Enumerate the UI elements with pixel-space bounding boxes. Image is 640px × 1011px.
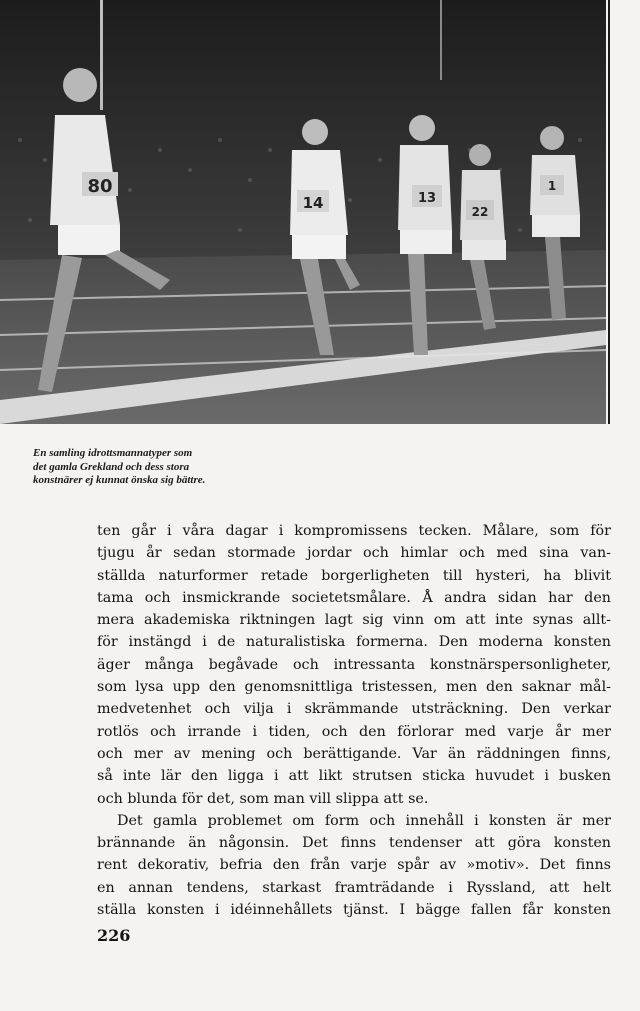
text-line: ställda naturformer retade borgerligheten till hysteri, ha blivit bbox=[97, 567, 611, 584]
bib-22: 22 bbox=[471, 205, 489, 219]
body-text bbox=[97, 520, 611, 921]
text-line: ställa konsten i idéinnehållets tjänst. I bägge fallen får konsten bbox=[97, 902, 611, 919]
bib-1: 1 bbox=[547, 179, 557, 193]
text-line: en annan tendens, starkast framträdande i Ryssland, att helt bbox=[97, 879, 611, 896]
text-line: brännande än någonsin. Det finns tendenser att göra konsten bbox=[97, 835, 611, 852]
bib-80: 80 bbox=[87, 176, 113, 197]
text-line: tjugu år sedan stormade jordar och himlar och med sina van- bbox=[97, 545, 611, 562]
photo-border bbox=[608, 0, 610, 424]
text-line: äger många begåvade och intressanta konstnärspersonligheter, bbox=[97, 656, 611, 673]
text-line: ten går i våra dagar i kompromissens tecken. Målare, som för bbox=[97, 523, 611, 539]
text-line: så inte lär den ligga i att likt strutsen sticka huvudet i busken bbox=[97, 768, 611, 785]
text-line: och mer av mening och berättigande. Var än räddningen finns, bbox=[97, 745, 611, 762]
photo-caption bbox=[33, 447, 273, 488]
text-line: mera akademiska riktningen lagt sig vinn om att inte synas allt- bbox=[97, 612, 611, 629]
text-line: rent dekorativ, befria den från varje spår av »motiv». Det finns bbox=[97, 857, 611, 874]
photo-illustration bbox=[0, 0, 606, 424]
bib-13: 13 bbox=[417, 191, 437, 206]
text-line: medvetenhet och vilja i skrämmande utsträckning. Den verkar bbox=[97, 701, 611, 718]
text-line: för instängd i de naturalistiska formerna. Den moderna konsten bbox=[97, 634, 611, 651]
bib-14: 14 bbox=[302, 194, 324, 212]
text-line: tama och insmickrande societetsmålare. Å andra sidan har den bbox=[97, 589, 611, 606]
text-line: som lysa upp den genomsnittliga tristessen, men den saknar mål- bbox=[97, 679, 611, 696]
text-line: Det gamla problemet om form och innehåll i konsten är mer bbox=[117, 812, 611, 829]
caption-line: konstnärer ej kunnat önska sig bättre. bbox=[33, 474, 206, 486]
text-line: och blunda för det, som man vill slippa att se. bbox=[97, 790, 429, 807]
runners-photo bbox=[0, 0, 606, 424]
caption-line: det gamla Grekland och dess stora bbox=[33, 460, 190, 473]
text-line: rotlös och irrande i tiden, och den förlorar med varje år mer bbox=[97, 723, 611, 740]
page-number: 226 bbox=[97, 926, 131, 945]
caption-line: En samling idrottsmannatyper som bbox=[33, 447, 193, 459]
